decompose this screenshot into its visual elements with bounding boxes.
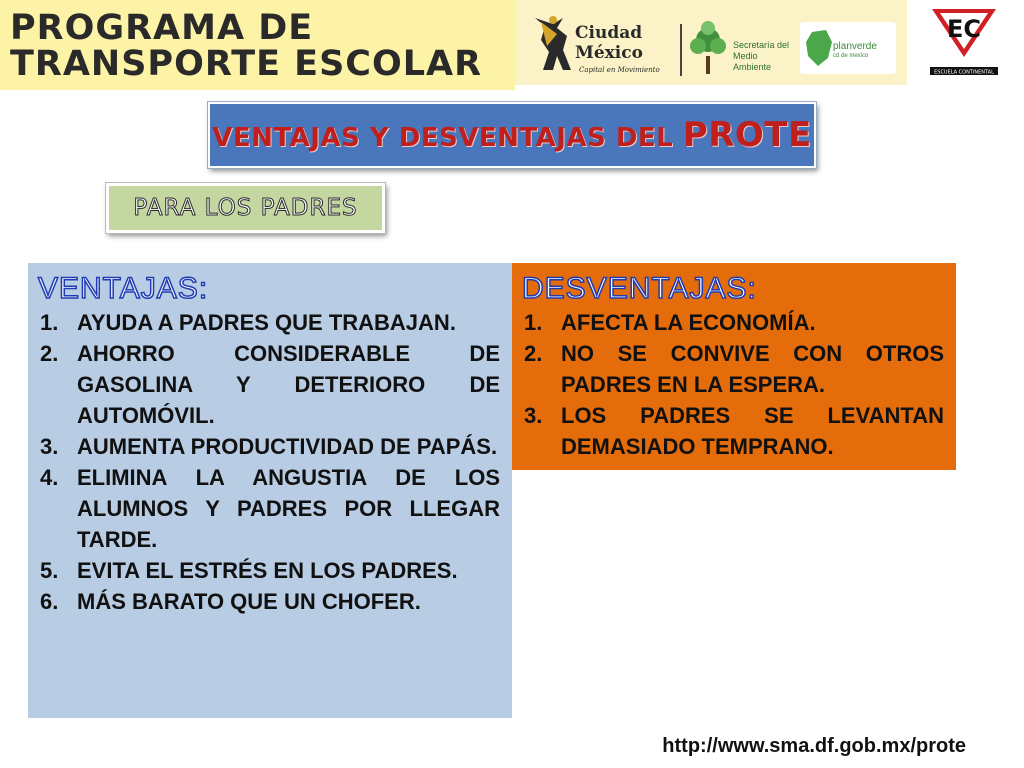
list-number: 2. xyxy=(40,341,59,366)
list-number: 2. xyxy=(524,341,543,366)
header-banner xyxy=(0,0,515,90)
list-number: 3. xyxy=(524,403,543,428)
list-text: MÁS BARATO QUE UN CHOFER. xyxy=(77,589,421,614)
escuela-name: ESCUELA CONTINENTAL xyxy=(934,69,994,76)
list-item xyxy=(40,338,500,431)
list-item xyxy=(524,338,944,400)
slide-title-highlight: PROTE xyxy=(682,115,812,155)
ventajas-heading: VENTAJAS: xyxy=(38,272,209,305)
list-number: 5. xyxy=(40,558,59,583)
list-text: AFECTA LA ECONOMÍA. xyxy=(561,310,816,335)
svg-text:Ciudad: Ciudad xyxy=(575,23,643,43)
list-item xyxy=(524,307,944,338)
logo-divider xyxy=(680,24,682,76)
escuela-mark: EC xyxy=(946,15,982,43)
svg-text:Capital en Movimiento: Capital en Movimiento xyxy=(579,66,660,74)
list-item xyxy=(40,555,500,586)
plan-verde-subtext: cd de mexico xyxy=(833,53,869,59)
source-link[interactable]: http://www.sma.df.gob.mx/prote xyxy=(662,735,966,757)
ventajas-panel xyxy=(28,263,512,718)
program-title-line2: TRANSPORTE ESCOLAR xyxy=(10,44,483,84)
list-number: 3. xyxy=(40,434,59,459)
slide-title xyxy=(212,115,811,155)
list-text: ELIMINA LA ANGUSTIA DE LOS ALUMNOS Y PADRES POR LLEGAR TARDE. xyxy=(77,465,500,552)
list-item xyxy=(40,462,500,555)
list-text: AYUDA A PADRES QUE TRABAJAN. xyxy=(77,310,456,335)
list-item xyxy=(40,431,500,462)
list-number: 4. xyxy=(40,465,59,490)
sma-label xyxy=(733,40,793,73)
list-item xyxy=(524,400,944,462)
plan-verde-text: planverde xyxy=(833,41,877,52)
list-text: AHORRO CONSIDERABLE DE GASOLINA Y DETERIORO DE AUTOMÓVIL. xyxy=(77,341,500,428)
desventajas-panel xyxy=(512,263,956,470)
sma-label-line2: Medio Ambiente xyxy=(733,51,772,72)
list-number: 6. xyxy=(40,589,59,614)
desventajas-heading: DESVENTAJAS: xyxy=(522,272,757,305)
list-text: EVITA EL ESTRÉS EN LOS PADRES. xyxy=(77,558,458,583)
slide-title-prefix: VENTAJAS Y DESVENTAJAS DEL xyxy=(212,123,683,153)
list-item xyxy=(40,586,500,617)
ciudad-mexico-logo xyxy=(527,12,667,78)
list-item xyxy=(40,307,500,338)
svg-text:México: México xyxy=(575,43,643,63)
list-number: 1. xyxy=(40,310,59,335)
desventajas-list xyxy=(524,307,944,462)
program-title xyxy=(10,10,482,82)
list-text: LOS PADRES SE LEVANTAN DEMASIADO TEMPRANO. xyxy=(561,403,944,459)
plan-verde-map-icon xyxy=(804,28,834,68)
list-text: NO SE CONVIVE CON OTROS PADRES EN LA ESPERA. xyxy=(561,341,944,397)
escuela-continental-logo xyxy=(928,5,1000,77)
ventajas-list xyxy=(40,307,500,617)
sma-label-line1: Secretaría del xyxy=(733,40,790,50)
list-text: AUMENTA PRODUCTIVIDAD DE PAPÁS. xyxy=(77,434,498,459)
list-number: 1. xyxy=(524,310,543,335)
slide-title-box xyxy=(208,102,816,168)
subtitle: PARA LOS PADRES xyxy=(133,195,358,221)
program-title-line1: PROGRAMA DE xyxy=(10,8,314,48)
subtitle-box xyxy=(106,183,385,233)
